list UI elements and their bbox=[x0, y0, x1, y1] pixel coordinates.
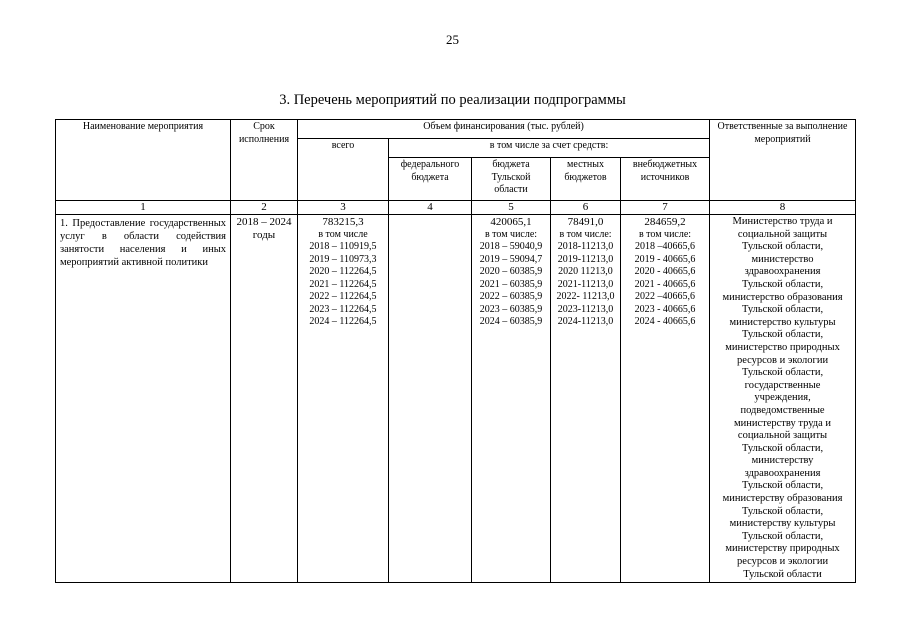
cell-line: социальной защиты bbox=[737, 430, 828, 442]
cell-line: министерству культуры bbox=[729, 518, 836, 530]
page-number: 25 bbox=[446, 32, 459, 47]
cell-line: 2019-11213,0 bbox=[557, 253, 614, 265]
header-local: местных бюджетов bbox=[551, 158, 621, 201]
cell-line: 783215,3 bbox=[322, 216, 364, 228]
cell-line: 2022 –40665,6 bbox=[635, 291, 695, 302]
cell-line: 2021 - 40665,6 bbox=[634, 278, 696, 290]
cell-line: подведомственные bbox=[740, 404, 825, 416]
cell-line: министерство образования bbox=[722, 291, 843, 303]
cell-line: министерству труда и bbox=[733, 417, 832, 429]
cell-line: Тульской области, bbox=[741, 530, 824, 542]
header-financing: Объем финансирования (тыс. рублей) bbox=[298, 120, 710, 139]
document-title: 3. Перечень мероприятий по реализации подпрограммы bbox=[279, 92, 626, 108]
header-responsible: Ответственные за выполнение мероприятий bbox=[710, 120, 856, 201]
cell-line: министерство природных bbox=[725, 341, 840, 353]
cell-line: 2023 – 112264,5 bbox=[309, 303, 377, 315]
cell-line: Тульской области, bbox=[741, 505, 824, 517]
cell-line: Министерство труда и bbox=[732, 216, 833, 227]
cell-line: 2018-11213,0 bbox=[557, 241, 614, 252]
cell-line: 2018 – 59040,9 bbox=[479, 241, 543, 252]
cell-line: ресурсов и экологии bbox=[736, 556, 829, 568]
cell-line: 2020 – 112264,5 bbox=[309, 266, 377, 277]
cell-line: 2024 – 112264,5 bbox=[309, 316, 377, 327]
header-name: Наименование мероприятия bbox=[56, 120, 231, 201]
cell-line: 2024 - 40665,6 bbox=[634, 316, 696, 327]
financing-extra bbox=[621, 215, 710, 583]
cell-line: Тульской области, bbox=[741, 278, 824, 290]
column-number: 3 bbox=[298, 201, 389, 215]
cell-line: 2023 - 40665,6 bbox=[634, 303, 696, 315]
column-number: 2 bbox=[231, 201, 298, 215]
cell-line: 2019 – 59094,7 bbox=[479, 253, 543, 265]
cell-line: Тульской области, bbox=[741, 241, 824, 253]
cell-line: в том числе: bbox=[638, 228, 692, 240]
column-number: 5 bbox=[472, 201, 551, 215]
cell-line: 2019 – 110973,3 bbox=[309, 253, 377, 265]
column-number: 7 bbox=[621, 201, 710, 215]
responsible-bodies bbox=[710, 215, 856, 583]
cell-line: здравоохранения bbox=[744, 266, 821, 278]
header-including: в том числе за счет средств: bbox=[389, 139, 710, 158]
cell-line: Тульской области, bbox=[741, 329, 824, 341]
cell-line: министерство культуры bbox=[729, 316, 836, 328]
column-number: 6 bbox=[551, 201, 621, 215]
cell-line: здравоохранения bbox=[744, 467, 821, 479]
cell-line: 2021 – 112264,5 bbox=[309, 278, 377, 290]
cell-line: министерству природных bbox=[725, 543, 840, 555]
cell-line: 420065,1 bbox=[490, 216, 532, 228]
cell-line: Тульской области, bbox=[741, 367, 824, 379]
cell-line: 2021 – 60385,9 bbox=[479, 278, 543, 290]
header-extra: внебюджетных источников bbox=[621, 158, 710, 201]
event-name: 1. Предоставление государственных услуг в области содействия занятости населения и иных мероприятий активной политики bbox=[56, 215, 231, 583]
cell-line: 2018 –40665,6 bbox=[635, 241, 695, 252]
cell-line: министерство bbox=[751, 253, 814, 265]
cell-line: 284659,2 bbox=[644, 216, 686, 228]
column-number: 1 bbox=[56, 201, 231, 215]
cell-line: 2022- 11213,0 bbox=[556, 291, 615, 302]
cell-line: 78491,0 bbox=[567, 216, 604, 228]
financing-regional bbox=[472, 215, 551, 583]
cell-line: 2024 – 60385,9 bbox=[479, 316, 543, 327]
cell-line: ресурсов и экологии bbox=[736, 354, 829, 366]
cell-line: Тульской области, bbox=[741, 442, 824, 454]
cell-line: в том числе: bbox=[559, 228, 612, 240]
cell-line: в том числе bbox=[318, 228, 368, 240]
cell-line: 2023 – 60385,9 bbox=[479, 303, 543, 315]
cell-line: Тульской области, bbox=[741, 480, 824, 492]
cell-line: министерству образования bbox=[722, 493, 843, 505]
header-term: Срок исполнения bbox=[231, 120, 298, 201]
cell-line: 2020 11213,0 bbox=[558, 266, 613, 277]
event-term: 2018 – 2024 годы bbox=[231, 215, 298, 583]
header-total: всего bbox=[298, 139, 389, 201]
cell-line: министерству bbox=[751, 455, 814, 467]
cell-line: 2022 – 112264,5 bbox=[309, 291, 377, 302]
header-regional: бюджета Тульской области bbox=[472, 158, 551, 201]
cell-line: 2023-11213,0 bbox=[557, 303, 614, 315]
financing-local bbox=[551, 215, 621, 583]
cell-line: 2019 - 40665,6 bbox=[634, 253, 696, 265]
cell-line: Тульской области, bbox=[741, 304, 824, 316]
cell-line: 2022 – 60385,9 bbox=[479, 291, 543, 302]
cell-line: учреждения, bbox=[754, 392, 811, 404]
column-number: 8 bbox=[710, 201, 856, 215]
cell-line: 2020 - 40665,6 bbox=[634, 266, 696, 277]
activities-table bbox=[55, 119, 856, 583]
column-number: 4 bbox=[389, 201, 472, 215]
header-federal: федерального бюджета bbox=[389, 158, 472, 201]
financing-total bbox=[298, 215, 389, 583]
financing-federal bbox=[389, 215, 472, 583]
cell-line: Тульской области bbox=[743, 568, 822, 580]
cell-line: 2020 – 60385,9 bbox=[479, 266, 543, 277]
cell-line: государственные bbox=[744, 379, 821, 391]
cell-line: 2024-11213,0 bbox=[557, 316, 614, 327]
cell-line: социальной защиты bbox=[737, 228, 828, 240]
cell-line: 2021-11213,0 bbox=[557, 278, 614, 290]
cell-line: в том числе: bbox=[484, 228, 538, 240]
cell-line: 2018 – 110919,5 bbox=[309, 241, 377, 252]
